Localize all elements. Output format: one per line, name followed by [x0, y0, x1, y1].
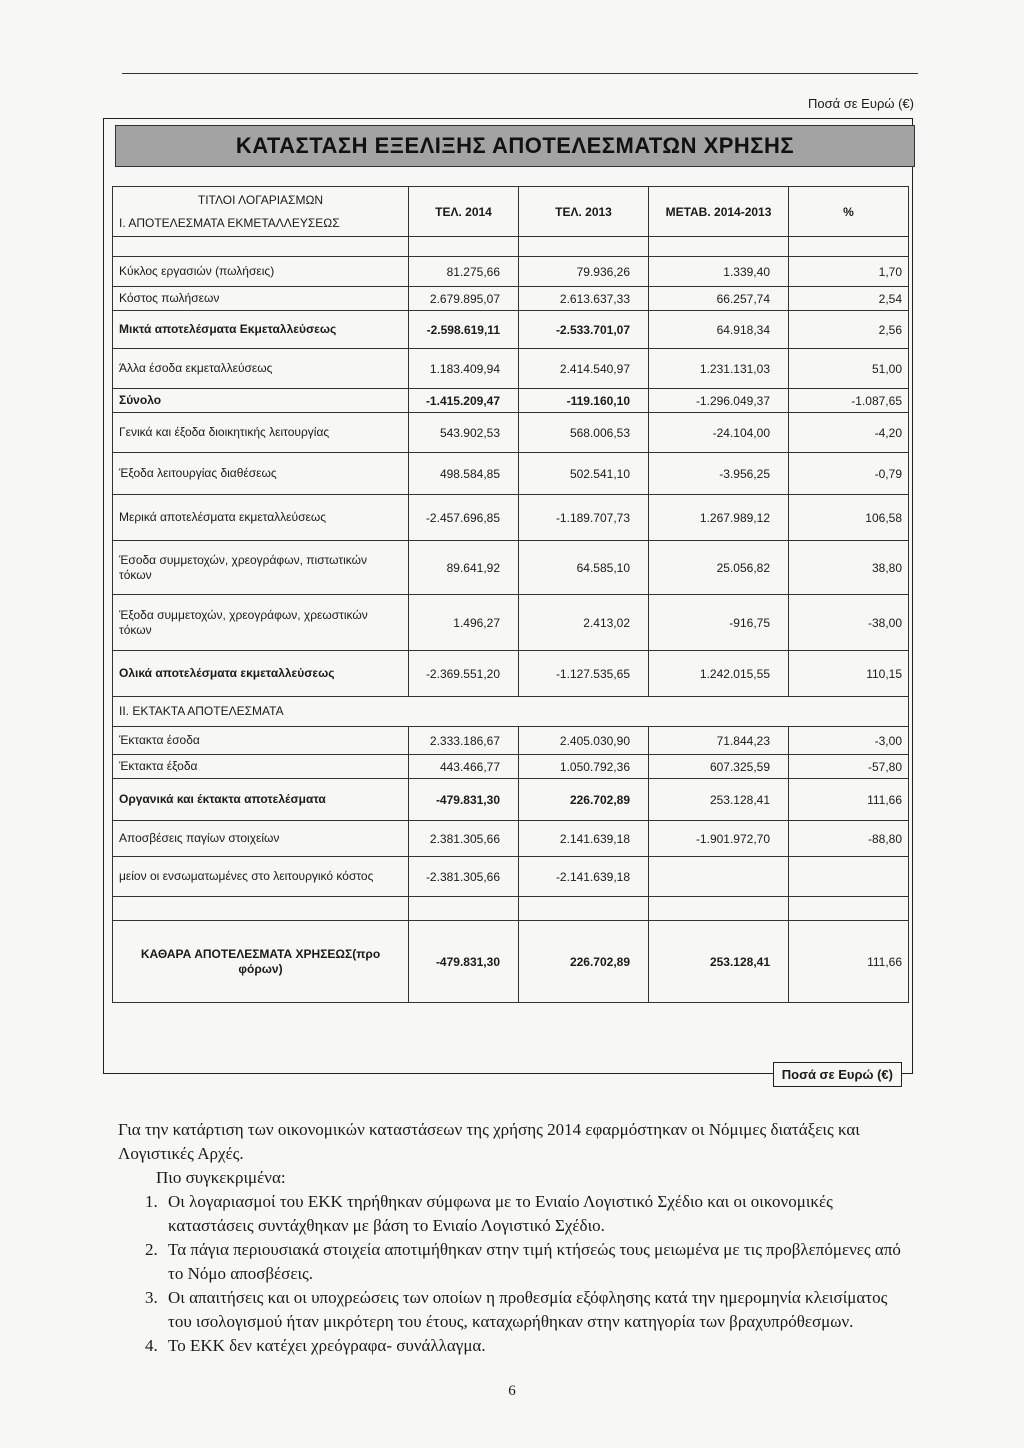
statement-title: ΚΑΤΑΣΤΑΣΗ ΕΞΕΛΙΞΗΣ ΑΠΟΤΕΛΕΣΜΑΤΩΝ ΧΡΗΣΗΣ — [115, 125, 915, 167]
col-change: ΜΕΤΑΒ. 2014-2013 — [649, 187, 789, 237]
cell-pct: 106,58 — [789, 495, 909, 541]
table-row — [113, 389, 909, 413]
table-row — [113, 779, 909, 821]
cell-2013: 502.541,10 — [519, 453, 649, 495]
col-2014: ΤΕΛ. 2014 — [409, 187, 519, 237]
list-item: 4. Το ΕΚΚ δεν κατέχει χρεόγραφα- συνάλλαγμα. — [162, 1334, 908, 1358]
row-label: μείον οι ενσωματωμένες στο λειτουργικό κόστος — [113, 857, 409, 897]
cell-2013: 2.413,02 — [519, 595, 649, 651]
net-result-row — [113, 921, 909, 1003]
cell-2013: 2.414.540,97 — [519, 349, 649, 389]
list-item: 1. Οι λογαριασμοί του ΕΚΚ τηρήθηκαν σύμφωνα με το Ενιαίο Λογιστικό Σχέδιο και οι οικονομικές καταστάσεις συντάχθηκαν με βάση το Ενιαίο Λογιστικό Σχέδιο. — [162, 1190, 908, 1238]
cell-pct: -38,00 — [789, 595, 909, 651]
row-label: Αποσβέσεις παγίων στοιχείων — [113, 821, 409, 857]
cell-2014: 89.641,92 — [409, 541, 519, 595]
row-label: Ολικά αποτελέσματα εκμεταλλεύσεως — [113, 651, 409, 697]
section-1-title: Ι. ΑΠΟΤΕΛΕΣΜΑΤΑ ΕΚΜΕΤΑΛΛΕΥΣΕΩΣ — [119, 215, 340, 230]
cell-pct: -1.087,65 — [789, 389, 909, 413]
cell-change — [649, 857, 789, 897]
row-label: Οργανικά και έκτακτα αποτελέσματα — [113, 779, 409, 821]
cell-2014: -2.598.619,11 — [409, 311, 519, 349]
cell-change: 1.231.131,03 — [649, 349, 789, 389]
cell-change: 71.844,23 — [649, 727, 789, 755]
cell-pct: -57,80 — [789, 755, 909, 779]
top-rule — [122, 73, 918, 74]
col-2013: ΤΕΛ. 2013 — [519, 187, 649, 237]
row-label: Μικτά αποτελέσματα Εκμεταλλεύσεως — [113, 311, 409, 349]
cell-pct: 111,66 — [789, 779, 909, 821]
cell-2014: -479.831,30 — [409, 921, 519, 1003]
currency-note-top: Ποσά σε Ευρώ (€) — [807, 96, 914, 111]
cell-2013: -2.533.701,07 — [519, 311, 649, 349]
section-2-row — [113, 697, 909, 727]
cell-pct: 38,80 — [789, 541, 909, 595]
cell-change: 1.267.989,12 — [649, 495, 789, 541]
row-label: ΚΑΘΑΡΑ ΑΠΟΤΕΛΕΣΜΑΤΑ ΧΡΗΣΕΩΣ(προ φόρων) — [113, 921, 409, 1003]
cell-pct: -3,00 — [789, 727, 909, 755]
cell-change: -1.296.049,37 — [649, 389, 789, 413]
cell-2013: 2.405.030,90 — [519, 727, 649, 755]
table-row — [113, 257, 909, 287]
cell-2013: -119.160,10 — [519, 389, 649, 413]
cell-2014: 2.679.895,07 — [409, 287, 519, 311]
table-row — [113, 287, 909, 311]
cell-pct: 51,00 — [789, 349, 909, 389]
table-row — [113, 541, 909, 595]
cell-change: 64.918,34 — [649, 311, 789, 349]
row-label: Γενικά και έξοδα διοικητικής λειτουργίας — [113, 413, 409, 453]
cell-change: 1.242.015,55 — [649, 651, 789, 697]
cell-2014: -1.415.209,47 — [409, 389, 519, 413]
cell-pct: -0,79 — [789, 453, 909, 495]
row-label: Κόστος πωλήσεων — [113, 287, 409, 311]
list-item: 2. Τα πάγια περιουσιακά στοιχεία αποτιμήθηκαν στην τιμή κτήσεώς τους μειωμένα με τις προβλεπόμενες από το Νόμο αποσβέσεις. — [162, 1238, 908, 1286]
cell-2014: 2.333.186,67 — [409, 727, 519, 755]
table-row — [113, 821, 909, 857]
row-label: Κύκλος εργασιών (πωλήσεις) — [113, 257, 409, 287]
col-title: ΤΙΤΛΟΙ ΛΟΓΑΡΙΑΣΜΩΝ — [197, 192, 324, 207]
table-row — [113, 311, 909, 349]
cell-2014: -2.381.305,66 — [409, 857, 519, 897]
row-label: Έσοδα συμμετοχών, χρεογράφων, πιστωτικών τόκων — [113, 541, 409, 595]
cell-pct: -88,80 — [789, 821, 909, 857]
cell-2014: 498.584,85 — [409, 453, 519, 495]
table-row — [113, 495, 909, 541]
cell-change: 607.325,59 — [649, 755, 789, 779]
row-label: Σύνολο — [113, 389, 409, 413]
cell-change: -1.901.972,70 — [649, 821, 789, 857]
spacer-row — [113, 897, 909, 921]
notes-list — [118, 1190, 908, 1358]
cell-pct — [789, 857, 909, 897]
cell-2013: -2.141.639,18 — [519, 857, 649, 897]
cell-change: 253.128,41 — [649, 921, 789, 1003]
cell-2013: 226.702,89 — [519, 921, 649, 1003]
row-label: Έκτακτα έξοδα — [113, 755, 409, 779]
table-row — [113, 857, 909, 897]
table-row — [113, 651, 909, 697]
row-label: Έκτακτα έσοδα — [113, 727, 409, 755]
spacer-row — [113, 237, 909, 257]
cell-pct: 110,15 — [789, 651, 909, 697]
income-statement-table — [112, 186, 909, 1003]
cell-change: 25.056,82 — [649, 541, 789, 595]
section-2-title: ΙΙ. ΕΚΤΑΚΤΑ ΑΠΟΤΕΛΕΣΜΑΤΑ — [113, 697, 409, 727]
cell-pct: 2,56 — [789, 311, 909, 349]
cell-change: -24.104,00 — [649, 413, 789, 453]
cell-2013: 2.613.637,33 — [519, 287, 649, 311]
cell-2014: 543.902,53 — [409, 413, 519, 453]
cell-pct: 111,66 — [789, 921, 909, 1003]
cell-2013: -1.127.535,65 — [519, 651, 649, 697]
cell-pct: 1,70 — [789, 257, 909, 287]
cell-2013: 64.585,10 — [519, 541, 649, 595]
row-label: Έξοδα συμμετοχών, χρεογράφων, χρεωστικών τόκων — [113, 595, 409, 651]
accounting-notes — [118, 1118, 908, 1358]
cell-2014: 81.275,66 — [409, 257, 519, 287]
cell-2014: 1.183.409,94 — [409, 349, 519, 389]
notes-lead: Πιο συγκεκριμένα: — [156, 1168, 286, 1187]
currency-note-bottom: Ποσά σε Ευρώ (€) — [773, 1062, 902, 1087]
cell-change: -3.956,25 — [649, 453, 789, 495]
header-row — [113, 187, 909, 237]
table-row — [113, 727, 909, 755]
cell-2014: -479.831,30 — [409, 779, 519, 821]
cell-pct: -4,20 — [789, 413, 909, 453]
page-number: 6 — [508, 1383, 516, 1399]
cell-2014: 1.496,27 — [409, 595, 519, 651]
cell-change: -916,75 — [649, 595, 789, 651]
table-row — [113, 595, 909, 651]
cell-2014: -2.457.696,85 — [409, 495, 519, 541]
table-row — [113, 413, 909, 453]
notes-intro: Για την κατάρτιση των οικονομικών καταστάσεων της χρήσης 2014 εφαρμόστηκαν οι Νόμιμες διατάξεις και Λογιστικές Αρχές. — [118, 1120, 860, 1163]
row-label: Μερικά αποτελέσματα εκμεταλλεύσεως — [113, 495, 409, 541]
cell-2014: -2.369.551,20 — [409, 651, 519, 697]
header-cell-title — [113, 187, 409, 237]
cell-2013: 226.702,89 — [519, 779, 649, 821]
cell-change: 253.128,41 — [649, 779, 789, 821]
cell-change: 66.257,74 — [649, 287, 789, 311]
cell-2014: 443.466,77 — [409, 755, 519, 779]
cell-2014: 2.381.305,66 — [409, 821, 519, 857]
cell-2013: -1.189.707,73 — [519, 495, 649, 541]
row-label: Έξοδα λειτουργίας διαθέσεως — [113, 453, 409, 495]
cell-change: 1.339,40 — [649, 257, 789, 287]
table-row — [113, 755, 909, 779]
cell-2013: 1.050.792,36 — [519, 755, 649, 779]
table-row — [113, 349, 909, 389]
col-pct: % — [789, 187, 909, 237]
cell-2013: 2.141.639,18 — [519, 821, 649, 857]
list-item: 3. Οι απαιτήσεις και οι υποχρεώσεις των οποίων η προθεσμία εξόφλησης κατά την ημερομηνία κλεισίματος του ισολογισμού ήταν μικρότερη του έτους, καταχωρήθηκαν στην κατηγορία των βραχυπρόθεσμων. — [162, 1286, 908, 1334]
table-row — [113, 453, 909, 495]
row-label: Άλλα έσοδα εκμεταλλεύσεως — [113, 349, 409, 389]
cell-2013: 568.006,53 — [519, 413, 649, 453]
cell-2013: 79.936,26 — [519, 257, 649, 287]
cell-pct: 2,54 — [789, 287, 909, 311]
